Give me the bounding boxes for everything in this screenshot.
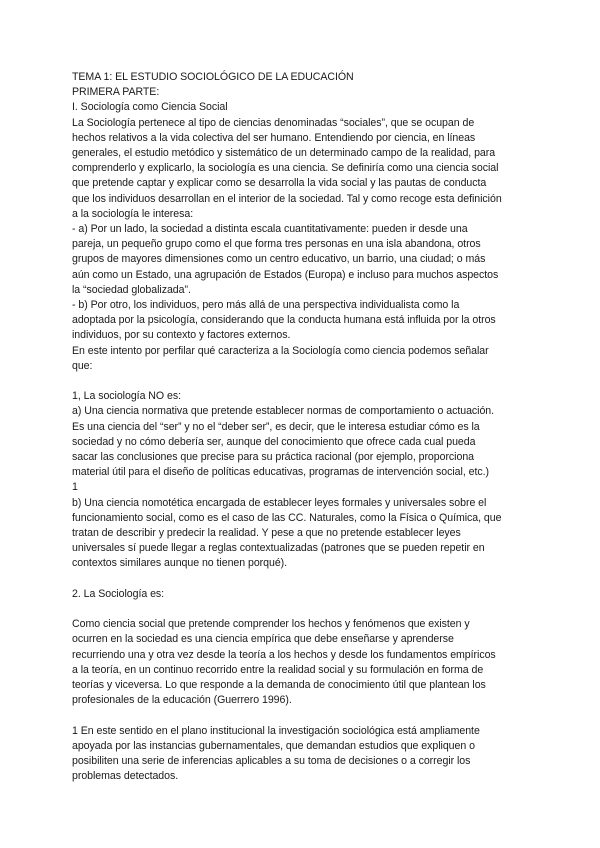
text-line: individuos, por su contexto y factores externos. bbox=[72, 329, 291, 342]
text-line: material útil para el diseño de políticas educativas, programas de intervención social, etc.) bbox=[72, 466, 489, 479]
text-line: generales, el estudio metódico y sistemático de un determinado campo de la realidad, para bbox=[72, 147, 496, 160]
footnote-line: apoyada por las instancias gubernamentales, que demandan estudios que expliquen o bbox=[72, 739, 475, 752]
text-line: hechos relativos a la vida colectiva del ser humano. Entendiendo por ciencia, en líneas bbox=[72, 131, 476, 144]
text-line: a) Una ciencia normativa que pretende establecer normas de comportamiento o actuación. bbox=[72, 405, 495, 418]
text-line: - a) Por un lado, la sociedad a distinta escala cuantitativamente: pueden ir desde una bbox=[72, 223, 468, 236]
es-heading: 2. La Sociología es: bbox=[72, 587, 165, 600]
es-section bbox=[72, 587, 528, 709]
intro-paragraph bbox=[72, 116, 528, 374]
text-line: - b) Por otro, los individuos, pero más allá de una perspectiva individualista como la bbox=[72, 299, 460, 312]
text-line: adoptada por la psicología, considerando que la conducta humana está influida por la otros bbox=[72, 314, 496, 327]
text-line: pareja, un pequeño grupo como el que forma tres personas en una isla abandona, otros bbox=[72, 238, 481, 251]
spacer bbox=[72, 602, 528, 617]
no-es-heading: 1, La sociología NO es: bbox=[72, 390, 181, 403]
document-title: TEMA 1: EL ESTUDIO SOCIOLÓGICO DE LA EDUCACIÓN bbox=[72, 71, 354, 83]
text-line: a la teoría, en un continuo recorrido entre la realidad social y su formulación en forma de bbox=[72, 663, 484, 676]
text-line: contextos similares aunque no tienen porqué). bbox=[72, 557, 288, 570]
spacer bbox=[72, 572, 528, 587]
text-line: a la sociología le interesa: bbox=[72, 207, 194, 220]
text-line: profesionales de la educación (Guerrero 1996). bbox=[72, 694, 292, 707]
text-line: teorías y viceversa. Lo que responde a la demanda de conocimiento útil que plantean los bbox=[72, 679, 486, 692]
footnote-line: posibiliten una serie de inferencias aplicables a su toma de decisiones o a corregir los bbox=[72, 755, 471, 768]
text-line: aún como un Estado, una agrupación de Estados (Europa) e incluso para muchos aspectos bbox=[72, 268, 499, 281]
text-line: tratan de describir y predecir la realidad. Y pese a que no pretende establecer leyes bbox=[72, 527, 461, 540]
text-line: En este intento por perfilar qué caracteriza a la Sociología como ciencia podemos señalar bbox=[72, 344, 489, 357]
footnote-line: problemas detectados. bbox=[72, 770, 179, 783]
text-line: ocurren en la sociedad es una ciencia empírica que debe enseñarse y aprenderse bbox=[72, 633, 454, 646]
text-line: b) Una ciencia nomotética encargada de establecer leyes formales y universales sobre el bbox=[72, 496, 487, 509]
text-line: La Sociología pertenece al tipo de ciencias denominadas “sociales”, que se ocupan de bbox=[72, 116, 475, 129]
part-label: PRIMERA PARTE: bbox=[72, 86, 160, 99]
text-line: funcionamiento social, como es el caso de las CC. Naturales, como la Física o Química, que bbox=[72, 511, 502, 524]
text-line: que: bbox=[72, 359, 93, 372]
no-es-section bbox=[72, 389, 528, 571]
spacer bbox=[72, 708, 528, 723]
text-line: la “sociedad globalizada”. bbox=[72, 283, 191, 296]
section-heading: I. Sociología como Ciencia Social bbox=[72, 101, 228, 114]
text-line: que los individuos desarrollan en el interior de la sociedad. Tal y como recoge esta definición bbox=[72, 192, 502, 205]
text-line: universales sí puede llegar a reglas contextualizadas (patrones que se pueden repetir en bbox=[72, 542, 485, 555]
footnote bbox=[72, 724, 528, 785]
text-line: grupos de mayores dimensiones como un centro educativo, un barrio, una ciudad; o más bbox=[72, 253, 486, 266]
text-line: sociedad y no cómo debería ser, aunque del conocimiento que ofrece cada cual pueda bbox=[72, 435, 476, 448]
spacer bbox=[72, 374, 528, 389]
text-line: que pretende captar y explicar como se desarrolla la vida social y las pautas de conducta bbox=[72, 177, 487, 190]
document-page bbox=[72, 70, 528, 784]
text-line: comprenderlo y explicarlo, la sociología es una ciencia. Se definiría como una ciencia social bbox=[72, 162, 499, 175]
footnote-line: 1 En este sentido en el plano institucional la investigación sociológica está ampliamente bbox=[72, 724, 480, 737]
text-line: sacar las conclusiones que precise para su práctica racional (por ejemplo, proporciona bbox=[72, 451, 475, 464]
text-line: Es una ciencia del “ser” y no el “deber ser”, es decir, que le interesa estudiar cómo es la bbox=[72, 420, 480, 433]
footnote-marker: 1 bbox=[72, 481, 78, 494]
text-line: recurriendo una y otra vez desde la teoría a los hechos y desde los fundamentos empíricos bbox=[72, 648, 496, 661]
text-line: Como ciencia social que pretende comprender los hechos y fenómenos que existen y bbox=[72, 618, 470, 631]
